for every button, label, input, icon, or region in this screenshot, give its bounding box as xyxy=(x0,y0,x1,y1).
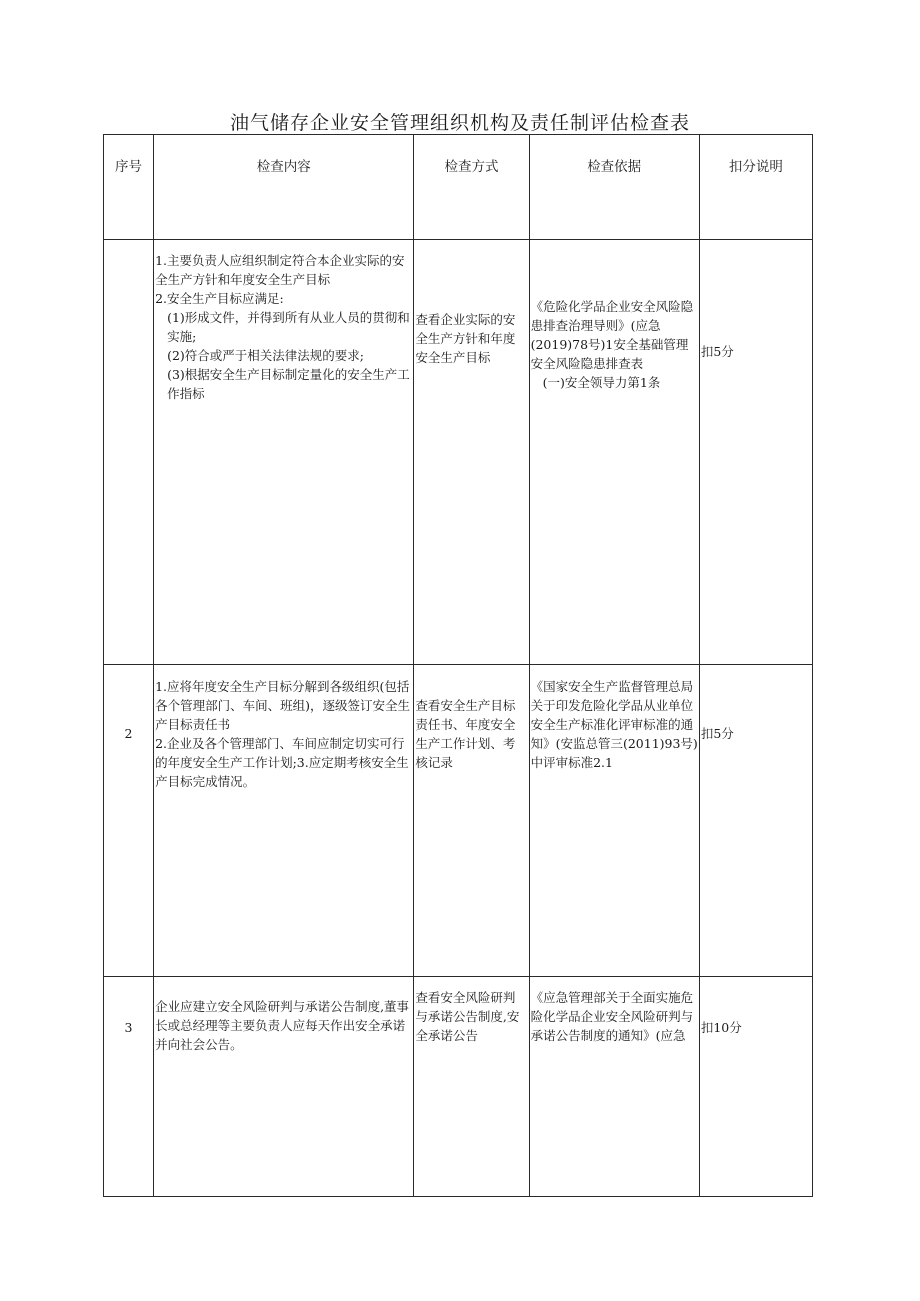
check-basis-cell: 《国家安全生产监督管理总局关于印发危险化学品从业单位安全生产标准化评审标准的通知》(安监总管三(2011)93号)中评审标准2.1 xyxy=(529,665,699,977)
deduction-cell: 扣5分 xyxy=(699,665,812,977)
deduction-cell: 扣5分 xyxy=(699,240,812,665)
header-no: 序号 xyxy=(104,135,154,240)
check-content-cell xyxy=(154,665,414,977)
row-no-cell xyxy=(104,240,154,665)
row-no-cell: 2 xyxy=(104,665,154,977)
table-row xyxy=(104,665,813,977)
content-line: 2.企业及各个管理部门、车间应制定切实可行的年度安全生产工作计划;3.应定期考核安全生产目标完成情况。 xyxy=(155,736,409,789)
content-line: 2.安全生产目标应满足: xyxy=(155,291,284,306)
check-method-cell: 查看安全生产目标责任书、年度安全生产工作计划、考核记录 xyxy=(414,665,529,977)
header-deduct: 扣分说明 xyxy=(699,135,812,240)
check-basis-cell: 《应急管理部关于全面实施危险化学品企业安全风险研判与承诺公告制度的通知》(应急 xyxy=(529,977,699,1197)
content-line: 企业应建立安全风险研判与承诺公告制度,董事长或总经理等主要负责人应每天作出安全承诺并向社会公告。 xyxy=(155,999,410,1052)
row-no-cell: 3 xyxy=(104,977,154,1197)
content-line: 1.应将年度安全生产目标分解到各级组织(包括各个管理部门、车间、班组)，逐级签订安全生产目标责任书 xyxy=(155,679,410,732)
header-basis: 检查依据 xyxy=(529,135,699,240)
document-title: 油气储存企业安全管理组织机构及责任制评估检查表 xyxy=(229,112,690,134)
header-content: 检查内容 xyxy=(154,135,414,240)
table-row xyxy=(104,977,813,1197)
content-line: 1.主要负责人应组织制定符合本企业实际的安全生产方针和年度安全生产目标 xyxy=(155,253,405,287)
header-method: 检查方式 xyxy=(414,135,529,240)
content-line: (2)符合或严于相关法律法规的要求; xyxy=(167,348,364,363)
check-basis-cell: 《危险化学品企业安全风险隐患排查治理导则》(应急(2019)78号)1安全基础管理安全风险隐患排查表 (一)安全领导力第1条 xyxy=(529,240,699,665)
deduction-cell: 扣10分 xyxy=(699,977,812,1197)
header-row xyxy=(104,135,813,240)
table-row xyxy=(104,240,813,665)
check-method-cell: 查看企业实际的安全生产方针和年度安全生产目标 xyxy=(414,240,529,665)
content-line: (1)形成文件，并得到所有从业人员的贯彻和实施; xyxy=(167,310,410,344)
check-content-cell xyxy=(154,977,414,1197)
check-method-cell: 查看安全风险研判与承诺公告制度,安全承诺公告 xyxy=(414,977,529,1197)
inspection-table xyxy=(103,134,813,1197)
content-line: (3)根据安全生产目标制定量化的安全生产工作指标 xyxy=(167,367,410,401)
check-content-cell xyxy=(154,240,414,665)
